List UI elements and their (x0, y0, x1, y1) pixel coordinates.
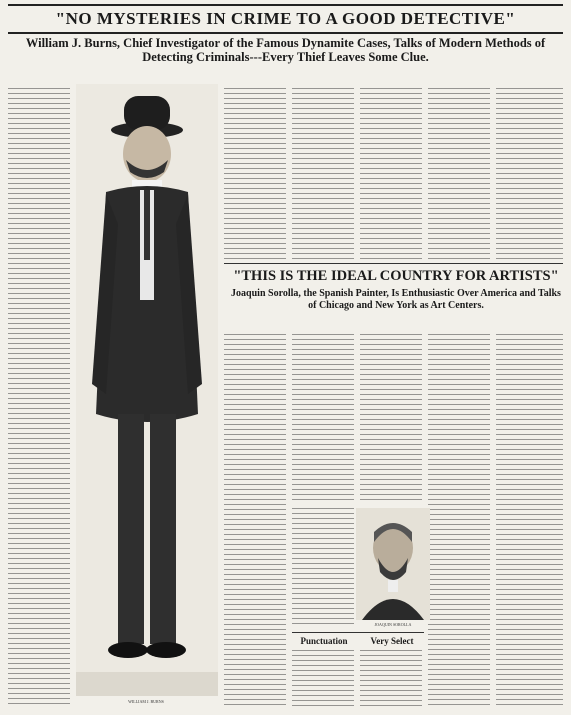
article1-column-3 (224, 88, 286, 260)
punctuation-title: Punctuation (300, 636, 348, 646)
article1-subhead: William J. Burns, Chief Investigator of the Famous Dynamite Cases, Talks of Modern Methods of Detecting Criminals---Every Thief Leaves Some Clue. (25, 36, 546, 64)
article1-column-1 (8, 88, 70, 708)
article2-headline: "THIS IS THE IDEAL COUNTRY FOR ARTISTS" (233, 268, 559, 284)
article1-column-4 (292, 88, 354, 260)
article1-headline: "NO MYSTERIES IN CRIME TO A GOOD DETECTIVE" (8, 4, 563, 34)
article2-column-2-lower (292, 508, 354, 628)
punctuation-text (292, 650, 354, 708)
article2-column-4 (496, 334, 563, 708)
article2-subhead: Joaquin Sorolla, the Spanish Painter, Is Enthusiastic Over America and Talks of Chicago and New York as Art Centers. (231, 288, 561, 311)
burns-photo (76, 84, 218, 696)
article2-column-3 (360, 334, 422, 504)
article1-column-7 (496, 88, 563, 260)
article2-column-5 (428, 334, 490, 708)
very-select-text (360, 650, 422, 708)
article1-column-5 (360, 88, 422, 260)
section-divider (224, 263, 563, 264)
burns-photo-caption: WILLIAM J. BURNS (128, 699, 164, 704)
article2-column-1 (224, 334, 286, 708)
sorolla-photo-caption: JOAQUIN SOROLLA (374, 622, 412, 627)
sorolla-photo (356, 508, 430, 620)
article1-column-6 (428, 88, 490, 260)
article2-column-2 (292, 334, 354, 504)
very-select-title: Very Select (370, 636, 414, 646)
sidebar-divider (292, 632, 424, 633)
